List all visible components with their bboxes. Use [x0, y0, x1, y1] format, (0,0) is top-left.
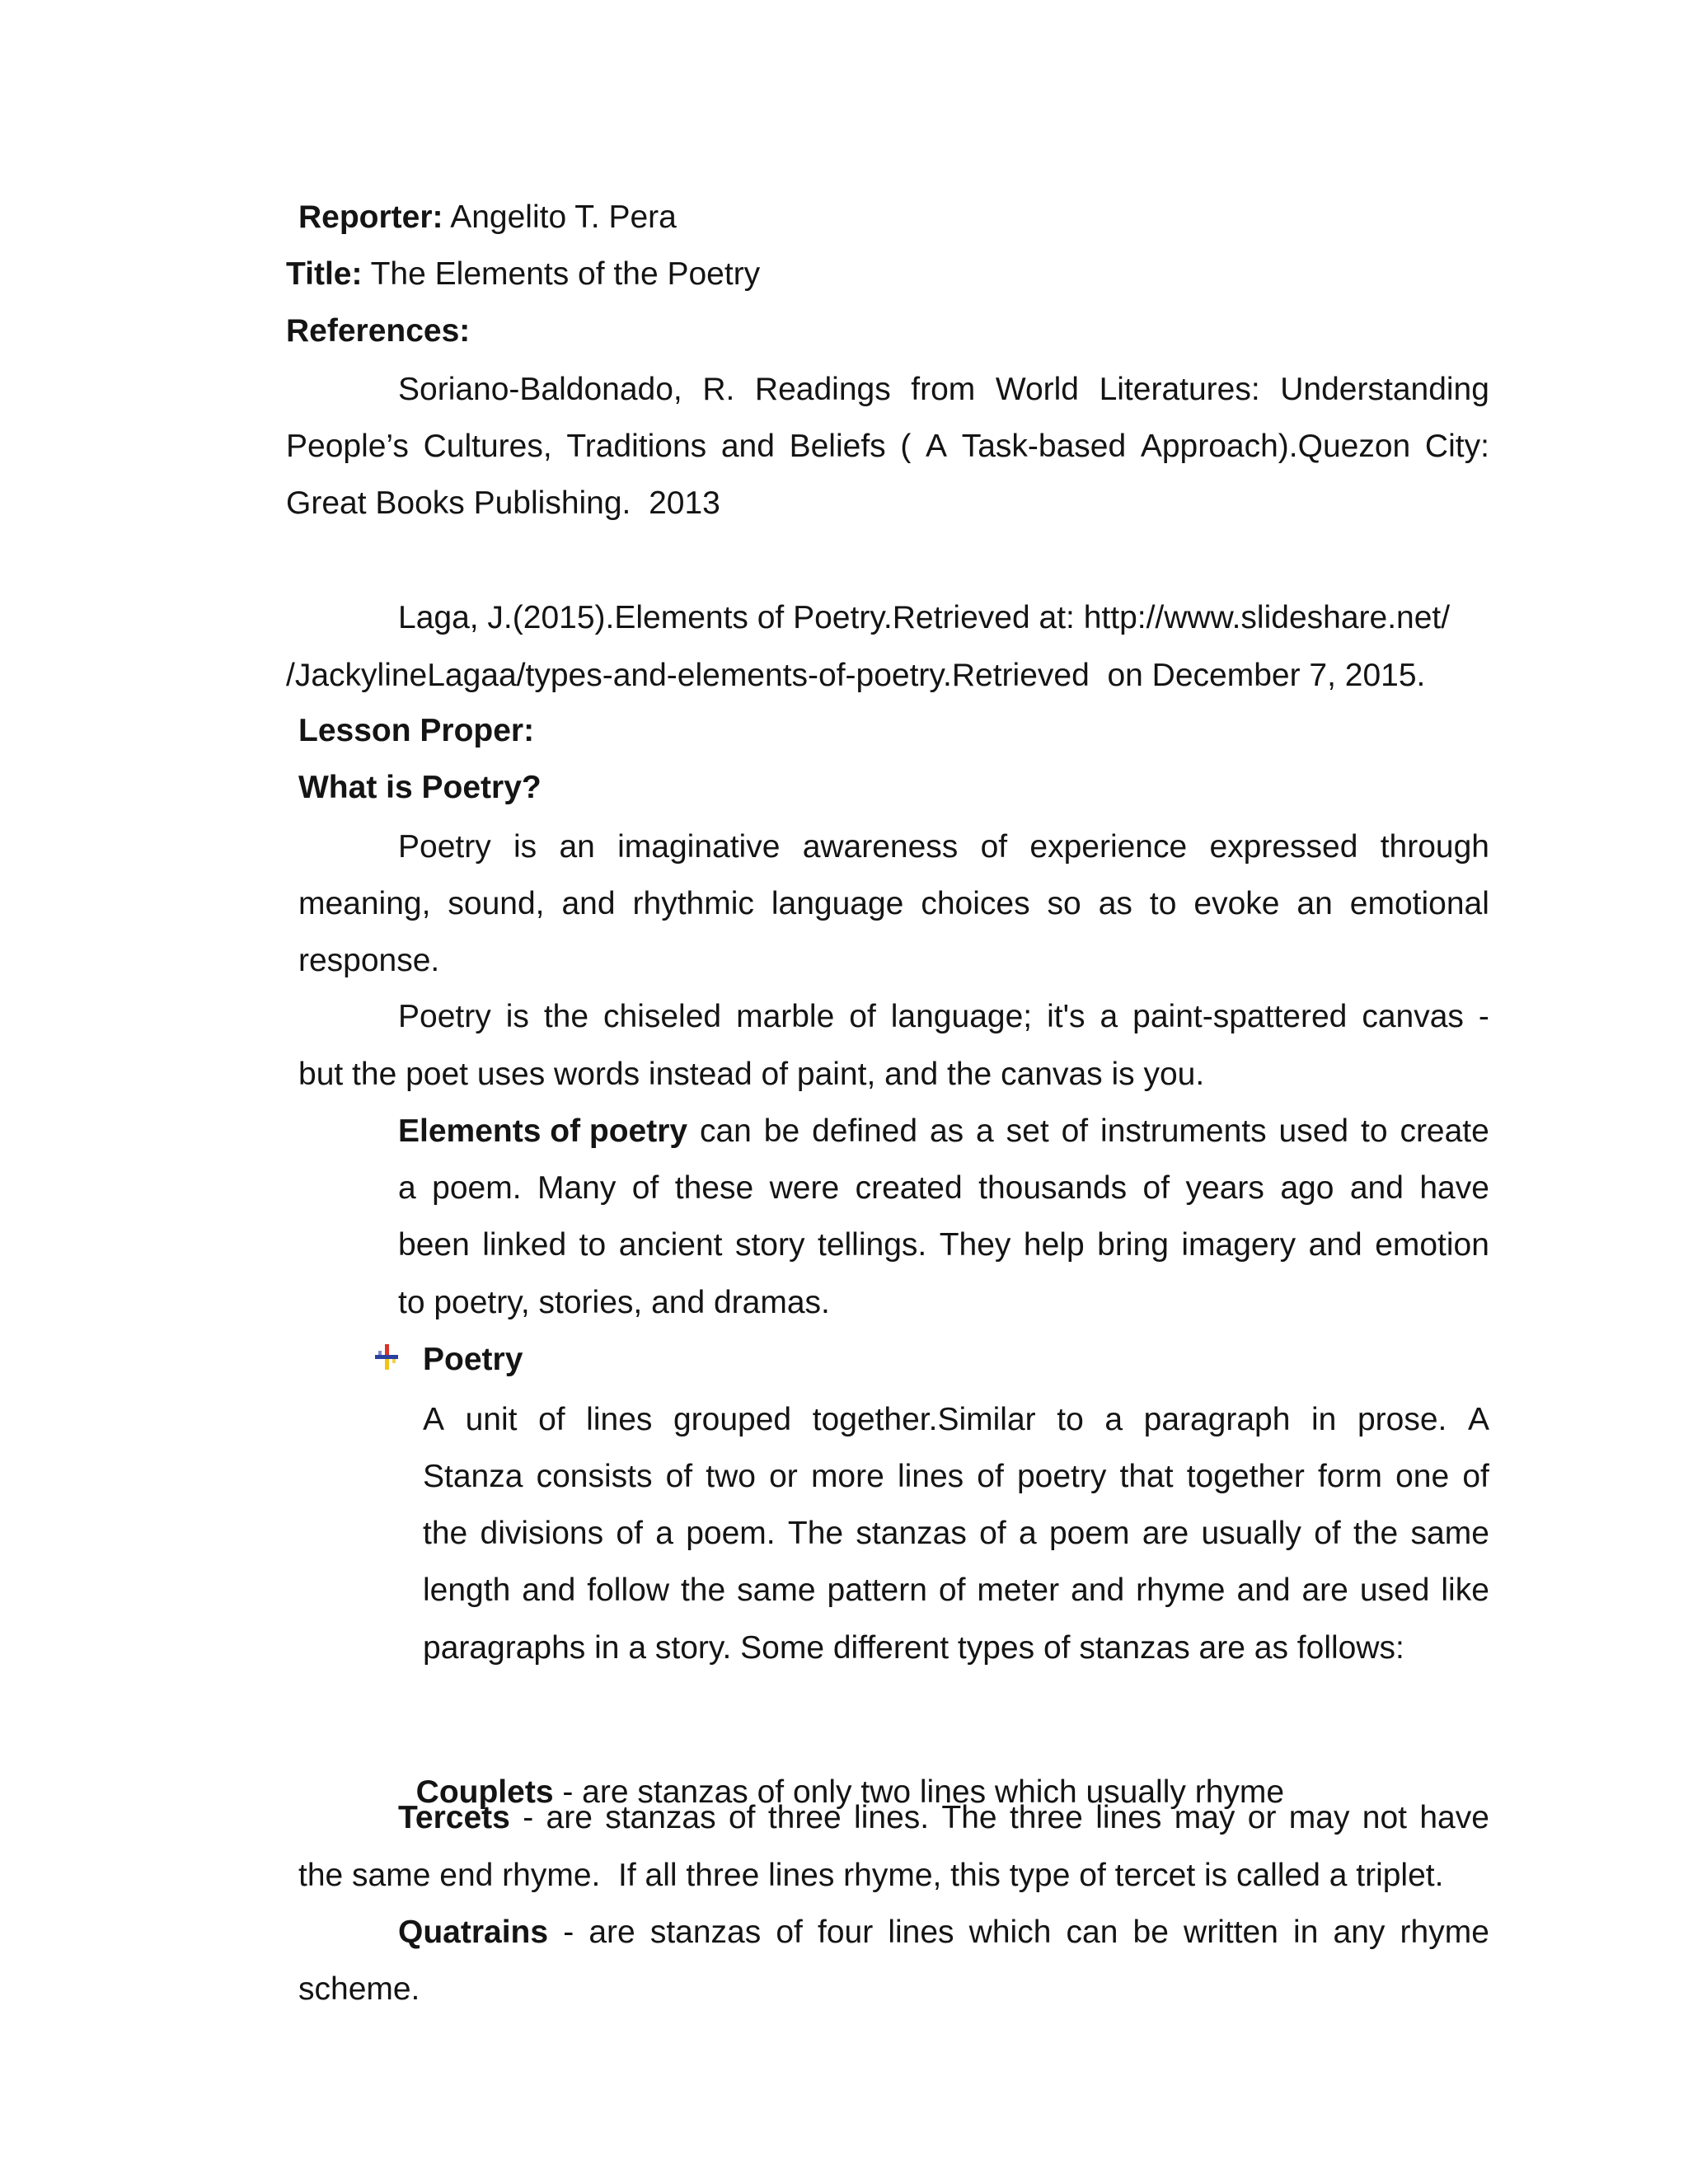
- word: lines: [586, 1402, 653, 1437]
- word: lines: [897, 1459, 964, 1494]
- word: ago: [1280, 1170, 1334, 1206]
- word: more: [810, 1459, 884, 1494]
- word: thousands: [978, 1170, 1128, 1206]
- quatrains-line2: scheme.: [298, 1971, 420, 2007]
- para1-line2: [298, 888, 1489, 920]
- word: a: [1100, 999, 1118, 1034]
- word: Understanding: [1280, 372, 1489, 407]
- word: have: [1419, 1170, 1489, 1206]
- poetry-line5: paragraphs in a story. Some different types of stanzas are as follows:: [423, 1630, 1404, 1666]
- word: stanzas: [856, 1516, 967, 1551]
- word: consists: [536, 1459, 653, 1494]
- word: usually: [1201, 1516, 1301, 1551]
- reporter-line: [298, 201, 677, 233]
- word: lines: [1095, 1800, 1162, 1835]
- word: People’s: [286, 429, 409, 464]
- couplets-term: Couplets: [415, 1774, 554, 1810]
- poetry-heading: Poetry: [423, 1342, 523, 1377]
- para2-line1: [398, 1001, 1489, 1033]
- word: to: [1057, 1402, 1084, 1437]
- word: follow: [587, 1572, 669, 1608]
- word: the: [1353, 1516, 1399, 1551]
- word: written: [1184, 1915, 1278, 1950]
- word: -: [523, 1800, 534, 1835]
- word: to: [1149, 886, 1177, 921]
- word: four: [818, 1915, 874, 1950]
- word: and: [1308, 1227, 1362, 1263]
- what-is-poetry-heading: What is Poetry?: [298, 770, 542, 805]
- tercets-line2: the same end rhyme. If all three lines rhyme, this type of tercet is called a triplet.: [298, 1858, 1444, 1893]
- word: -: [563, 1915, 574, 1950]
- word: and: [522, 1572, 576, 1608]
- word: the: [423, 1516, 468, 1551]
- word: poem.: [432, 1170, 522, 1206]
- poetry-line3: [423, 1517, 1489, 1549]
- word: a: [1018, 1516, 1037, 1551]
- word: pattern: [827, 1572, 927, 1608]
- word: Many: [537, 1170, 617, 1206]
- tercets-line1: [398, 1802, 1489, 1834]
- word: canvas: [1362, 999, 1464, 1034]
- quatrains-line1: [398, 1916, 1489, 1948]
- word: language;: [890, 999, 1033, 1034]
- word: of: [849, 999, 876, 1034]
- word: expressed: [1209, 829, 1358, 865]
- bullet-arrow-icon: [370, 1341, 403, 1374]
- word: of: [1142, 1170, 1170, 1206]
- word: from: [911, 372, 976, 407]
- word: set: [1006, 1113, 1049, 1149]
- word: emotion: [1375, 1227, 1489, 1263]
- word: of: [631, 1170, 659, 1206]
- word: awareness: [802, 829, 959, 865]
- word: of: [1462, 1459, 1489, 1494]
- word: Beliefs: [789, 429, 886, 464]
- word: these: [674, 1170, 754, 1206]
- word: -: [1478, 999, 1489, 1034]
- word: and: [561, 886, 616, 921]
- word: poem: [1048, 1516, 1130, 1551]
- word: create: [1400, 1113, 1489, 1149]
- elements-line4: to poetry, stories, and dramas.: [398, 1285, 830, 1320]
- word: of: [616, 1516, 643, 1551]
- word: one: [1395, 1459, 1450, 1494]
- word: form: [1317, 1459, 1382, 1494]
- word: of: [728, 1800, 756, 1835]
- word: as: [929, 1113, 964, 1149]
- word: is: [513, 829, 537, 865]
- word: Traditions: [566, 429, 707, 464]
- word: bring: [1097, 1227, 1169, 1263]
- para2-line2: but the poet uses words instead of paint, and the canvas is you.: [298, 1057, 1205, 1092]
- word: not: [1362, 1800, 1407, 1835]
- word: poem.: [686, 1516, 776, 1551]
- title-line: [286, 258, 760, 290]
- reporter-label: Reporter:: [298, 199, 443, 235]
- word: an: [559, 829, 595, 865]
- word: defined: [812, 1113, 918, 1149]
- word: can: [699, 1113, 752, 1149]
- poetry-line2: [423, 1460, 1489, 1493]
- word: divisions: [480, 1516, 604, 1551]
- word: are: [1301, 1572, 1348, 1608]
- word: story: [734, 1227, 805, 1263]
- word: instruments: [1100, 1113, 1267, 1149]
- word: Approach).Quezon: [1140, 429, 1411, 464]
- word: Task-based: [961, 429, 1127, 464]
- ref2-line1: Laga, J.(2015).Elements of Poetry.Retrieved at: http://www.slideshare.net/: [398, 600, 1451, 635]
- ref1-line1: [398, 373, 1489, 405]
- word: are: [588, 1915, 635, 1950]
- word: language: [771, 886, 904, 921]
- word: R.: [702, 372, 735, 407]
- word: of: [977, 1459, 1004, 1494]
- word: emotional: [1349, 886, 1489, 921]
- word: rhyme: [1136, 1572, 1226, 1608]
- word: Readings: [754, 372, 891, 407]
- word: or: [769, 1459, 798, 1494]
- word: same: [737, 1572, 816, 1608]
- couplets-text: - are stanzas of only two lines which usually rhyme: [553, 1774, 1285, 1810]
- para1-line3: response.: [298, 943, 440, 978]
- word: so: [1047, 886, 1081, 921]
- word: linked: [482, 1227, 567, 1263]
- word: stanzas: [605, 1800, 716, 1835]
- word: were: [769, 1170, 840, 1206]
- word: created: [855, 1170, 963, 1206]
- word: three: [767, 1800, 842, 1835]
- word: in: [1293, 1915, 1319, 1950]
- word: through: [1380, 829, 1489, 865]
- reporter-value: Angelito T. Pera: [450, 199, 677, 235]
- word: Soriano-Baldonado,: [398, 372, 682, 407]
- word: can: [1066, 1915, 1118, 1950]
- word: of: [1314, 1516, 1341, 1551]
- title-value: The Elements of the Poetry: [370, 256, 761, 292]
- word: a: [655, 1516, 673, 1551]
- word: of: [776, 1915, 803, 1950]
- word: and: [1236, 1572, 1291, 1608]
- word: meaning,: [298, 886, 431, 921]
- elements-line2: [398, 1172, 1489, 1204]
- ref1-line3: Great Books Publishing. 2013: [286, 485, 720, 521]
- word: Poetry: [398, 829, 491, 865]
- word: City:: [1424, 429, 1489, 464]
- word: A: [926, 429, 948, 464]
- ref2-line2: /JackylineLagaa/types-and-elements-of-poetry.Retrieved on December 7, 2015.: [286, 658, 1426, 693]
- word: The: [787, 1516, 844, 1551]
- word: to: [579, 1227, 607, 1263]
- word: A: [1467, 1402, 1489, 1437]
- word: or: [1247, 1800, 1277, 1835]
- word: poetry: [1016, 1459, 1107, 1494]
- word: a: [1104, 1402, 1123, 1437]
- word: of: [980, 829, 1008, 865]
- elements-line3: [398, 1229, 1489, 1261]
- word: Cultures,: [423, 429, 552, 464]
- word: Stanza: [423, 1459, 523, 1494]
- word: length: [423, 1572, 511, 1608]
- word: meter: [977, 1572, 1060, 1608]
- word: to: [1361, 1113, 1388, 1149]
- word: of: [538, 1402, 565, 1437]
- word: used: [1278, 1113, 1349, 1149]
- title-label: Title:: [286, 256, 363, 292]
- word: an: [1296, 886, 1333, 921]
- word: experience: [1029, 829, 1188, 865]
- references-heading: References:: [286, 313, 471, 349]
- word: two: [706, 1459, 756, 1494]
- word: imaginative: [617, 829, 781, 865]
- word: may: [1288, 1800, 1350, 1835]
- word: marble: [736, 999, 835, 1034]
- elements-line1: [398, 1115, 1489, 1147]
- tercets-term: Tercets: [398, 1800, 510, 1835]
- word: in: [1311, 1402, 1337, 1437]
- word: a: [398, 1170, 416, 1206]
- word: imagery: [1181, 1227, 1296, 1263]
- word: ancient: [618, 1227, 723, 1263]
- word: any: [1333, 1915, 1386, 1950]
- word: paragraph: [1143, 1402, 1291, 1437]
- word: Poetry: [398, 999, 491, 1034]
- word: be: [763, 1113, 800, 1149]
- word: three: [1009, 1800, 1083, 1835]
- word: been: [398, 1227, 470, 1263]
- word: of: [938, 1572, 966, 1608]
- word: tellings.: [817, 1227, 927, 1263]
- lesson-proper-heading: Lesson Proper:: [298, 713, 535, 748]
- word: the: [680, 1572, 726, 1608]
- word: prose.: [1357, 1402, 1447, 1437]
- word: chiseled: [603, 999, 722, 1034]
- couplets-line: [398, 1744, 1284, 1808]
- word: A: [423, 1402, 445, 1437]
- elements-term: Elements of poetry: [398, 1113, 688, 1149]
- word: and: [1071, 1572, 1125, 1608]
- word: that: [1119, 1459, 1174, 1494]
- poetry-line1: [423, 1404, 1489, 1436]
- word: a: [976, 1113, 994, 1149]
- word: as: [1098, 886, 1132, 921]
- word: lines: [888, 1915, 954, 1950]
- word: together: [1186, 1459, 1305, 1494]
- word: The: [941, 1800, 997, 1835]
- word: be: [1132, 1915, 1169, 1950]
- word: same: [1410, 1516, 1489, 1551]
- word: (: [900, 429, 912, 464]
- word: help: [1023, 1227, 1085, 1263]
- word: They: [939, 1227, 1011, 1263]
- word: choices: [921, 886, 1030, 921]
- word: World: [995, 372, 1079, 407]
- word: of: [665, 1459, 693, 1494]
- word: is: [505, 999, 529, 1034]
- word: Literatures:: [1099, 372, 1260, 407]
- word: the: [543, 999, 589, 1034]
- para1-line1: [398, 831, 1489, 863]
- word: stanzas: [649, 1915, 762, 1950]
- word: paint-spattered: [1132, 999, 1348, 1034]
- word: may: [1174, 1800, 1236, 1835]
- quatrains-term: Quatrains: [398, 1915, 549, 1950]
- word: years: [1185, 1170, 1264, 1206]
- word: unit: [465, 1402, 518, 1437]
- word: it's: [1047, 999, 1085, 1034]
- word: of: [979, 1516, 1006, 1551]
- word: grouped: [673, 1402, 792, 1437]
- word: rhythmic: [632, 886, 754, 921]
- word: together.Similar: [812, 1402, 1036, 1437]
- word: lines.: [854, 1800, 930, 1835]
- poetry-line4: [423, 1574, 1489, 1606]
- ref1-line2: [286, 430, 1489, 462]
- word: and: [720, 429, 775, 464]
- word: sound,: [448, 886, 545, 921]
- word: and: [1349, 1170, 1404, 1206]
- word: of: [1061, 1113, 1089, 1149]
- word: like: [1441, 1572, 1489, 1608]
- word: evoke: [1193, 886, 1280, 921]
- word: are: [546, 1800, 593, 1835]
- word: rhyme: [1400, 1915, 1489, 1950]
- word: are: [1142, 1516, 1189, 1551]
- word: which: [968, 1915, 1052, 1950]
- word: used: [1359, 1572, 1430, 1608]
- word: have: [1419, 1800, 1489, 1835]
